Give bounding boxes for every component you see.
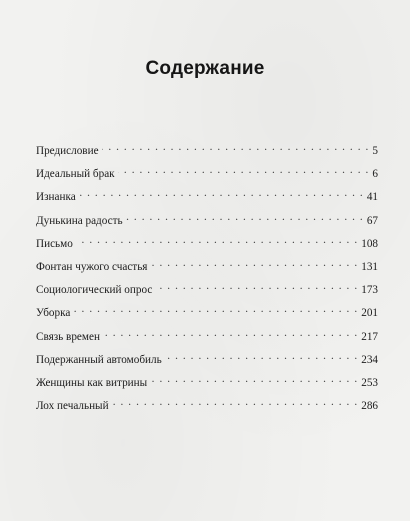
toc-entry bbox=[36, 256, 378, 279]
toc-entry-title: Письмо bbox=[36, 237, 73, 250]
toc-entry-title: Фонтан чужого счастья bbox=[36, 260, 148, 273]
toc-entry bbox=[36, 210, 378, 233]
toc-entry bbox=[36, 233, 378, 256]
dot-leader bbox=[73, 304, 358, 316]
toc-entry-page: 217 bbox=[361, 330, 378, 343]
toc-entry-title: Подержанный автомобиль bbox=[36, 353, 162, 366]
toc-entry-page: 108 bbox=[361, 237, 378, 250]
dot-leader bbox=[150, 258, 358, 270]
toc-entry-title: Социологический опрос bbox=[36, 284, 153, 297]
toc-entry-title: Идеальный брак bbox=[36, 168, 115, 181]
toc-entry-page: 5 bbox=[372, 145, 378, 157]
toc-entry bbox=[36, 186, 378, 209]
toc-entry-title: Связь времен bbox=[36, 330, 100, 343]
page-title: Содержание bbox=[145, 58, 265, 79]
toc-entry-page: 201 bbox=[361, 307, 378, 320]
toc-entry-page: 253 bbox=[361, 376, 378, 389]
toc-entry-page: 131 bbox=[361, 260, 378, 273]
toc-entry-page: 286 bbox=[361, 400, 378, 413]
toc-entry-page: 67 bbox=[366, 214, 378, 227]
toc-entry-title: Уборка bbox=[36, 307, 71, 320]
toc-entry bbox=[36, 326, 378, 349]
toc-entry bbox=[36, 279, 378, 302]
toc-entry bbox=[36, 395, 378, 418]
toc-entry-title: Женщины как витрины bbox=[36, 376, 148, 389]
dot-leader bbox=[118, 165, 370, 177]
toc-entry-title: Лох печальный bbox=[36, 400, 109, 413]
toc-entry-page: 41 bbox=[366, 191, 378, 204]
dot-leader bbox=[126, 212, 364, 224]
dot-leader bbox=[79, 188, 364, 200]
toc-entry-page: 234 bbox=[361, 353, 378, 366]
toc-entry bbox=[36, 372, 378, 395]
toc-entry bbox=[36, 349, 378, 372]
dot-leader bbox=[165, 351, 359, 363]
dot-leader bbox=[150, 374, 358, 386]
dot-leader bbox=[102, 142, 370, 154]
dot-leader bbox=[155, 281, 358, 293]
toc-entry bbox=[36, 140, 378, 163]
toc-entry bbox=[36, 302, 378, 325]
toc-entry-title: Дунькина радость bbox=[36, 214, 123, 227]
dot-leader bbox=[76, 235, 358, 247]
dot-leader bbox=[112, 397, 359, 409]
toc-entry-title: Изнанка bbox=[36, 191, 76, 204]
toc-entry-page: 173 bbox=[361, 284, 378, 297]
toc-entry-page: 6 bbox=[372, 168, 378, 181]
toc-entry bbox=[36, 163, 378, 186]
toc-entry-title: Предисловие bbox=[36, 145, 99, 157]
table-of-contents bbox=[36, 140, 378, 418]
dot-leader bbox=[103, 328, 358, 340]
